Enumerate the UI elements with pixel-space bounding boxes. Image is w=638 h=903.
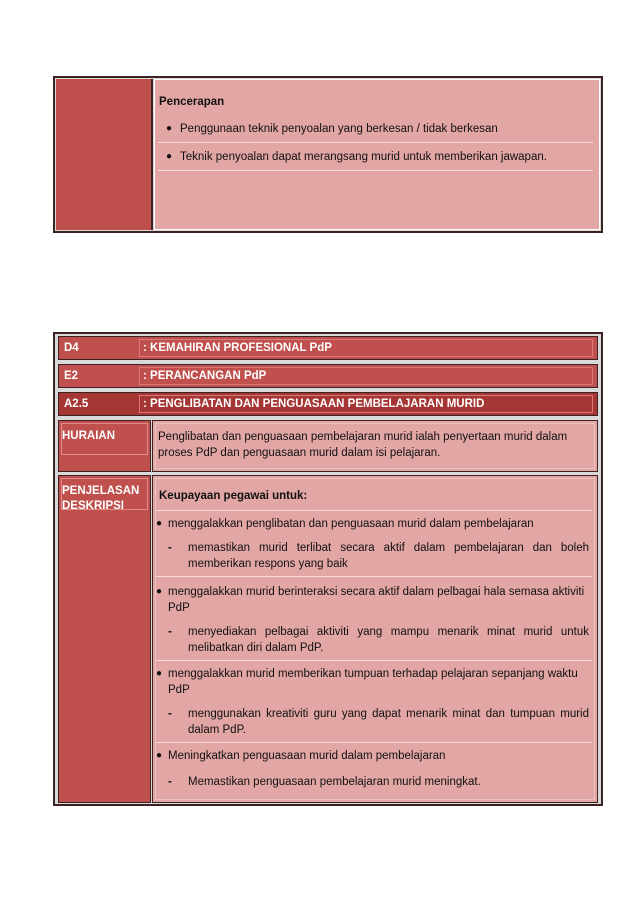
huraian-content-cell — [152, 420, 598, 472]
dash-icon: - — [168, 776, 172, 788]
penjelasan-subitem-text: Memastikan penguasaan pembelajaran murid meningkat. — [188, 776, 481, 788]
bullet-icon: ● — [156, 668, 163, 679]
penjelasan-content-cell — [152, 475, 598, 803]
penjelasan-subitem-text: memastikan murid terlibat secara aktif dalam pembelajaran dan boleh memberikan respons yang baik — [188, 542, 589, 570]
bullet-icon: ● — [166, 123, 173, 134]
dash-icon: - — [168, 708, 172, 720]
bullet-icon: ● — [156, 750, 163, 761]
huraian-label: HURAIAN — [62, 430, 116, 442]
pencerapan-table — [53, 76, 603, 233]
huraian-text: Penglibatan dan penguasaan pembelajaran murid ialah penyertaan murid dalam proses PdP dan penguasaan murid dalam isi pelajaran. — [158, 431, 568, 459]
header-code: A2.5 — [64, 398, 89, 410]
header-label: : PENGLIBATAN DAN PENGUASAAN PEMBELAJARAN MURID — [143, 398, 485, 410]
header-label: : KEMAHIRAN PROFESIONAL PdP — [143, 342, 332, 354]
header-code: E2 — [64, 370, 79, 382]
pencerapan-left-cell — [56, 79, 153, 230]
penjelasan-label-line1: PENJELASAN — [62, 485, 140, 497]
pencerapan-bullet — [158, 148, 593, 171]
bullet-icon: ● — [156, 586, 163, 597]
header-row-d4 — [58, 336, 598, 360]
bullet-icon: ● — [156, 518, 163, 529]
header-code: D4 — [64, 342, 79, 354]
penjelasan-subitem-text: menyediakan pelbagai aktiviti yang mampu menarik minat murid untuk melibatkan diri dalam PdP. — [188, 626, 589, 654]
bullet-icon: ● — [166, 151, 173, 162]
pencerapan-bullet-text: Teknik penyoalan dapat merangsang murid untuk memberikan jawapan. — [180, 151, 547, 163]
penjelasan-label — [62, 484, 139, 514]
penjelasan-item-text: menggalakkan murid berinteraksi secara aktif dalam pelbagai hala semasa aktiviti PdP — [168, 586, 585, 614]
penjelasan-item-text: menggalakkan penglibatan dan penguasaan murid dalam pembelajaran — [168, 518, 534, 530]
header-row-a2-5 — [58, 392, 598, 416]
pencerapan-bullet-text: Penggunaan teknik penyoalan yang berkesan / tidak berkesan — [180, 123, 498, 135]
penjelasan-item-text: Meningkatkan penguasaan murid dalam pembelajaran — [168, 750, 446, 762]
penjelasan-item-text: menggalakkan murid memberikan tumpuan terhadap pelajaran sepanjang waktu PdP — [168, 668, 578, 696]
penjelasan-label-cell — [58, 475, 151, 803]
dash-icon: - — [168, 542, 172, 554]
penjelasan-subitem-text: menggunakan kreativiti guru yang dapat menarik minat dan tumpuan murid dalam PdP. — [188, 708, 589, 736]
huraian-label-cell — [58, 420, 151, 472]
pencerapan-title: Pencerapan — [159, 96, 225, 108]
pencerapan-bullet — [158, 120, 593, 143]
header-label: : PERANCANGAN PdP — [143, 370, 267, 382]
header-row-e2 — [58, 364, 598, 388]
pencerapan-content-cell — [154, 79, 600, 230]
dash-icon: - — [168, 626, 172, 638]
penjelasan-label-line2: DESKRIPSI — [62, 500, 124, 512]
rubric-table — [53, 332, 603, 806]
penjelasan-title: Keupayaan pegawai untuk: — [159, 490, 308, 502]
